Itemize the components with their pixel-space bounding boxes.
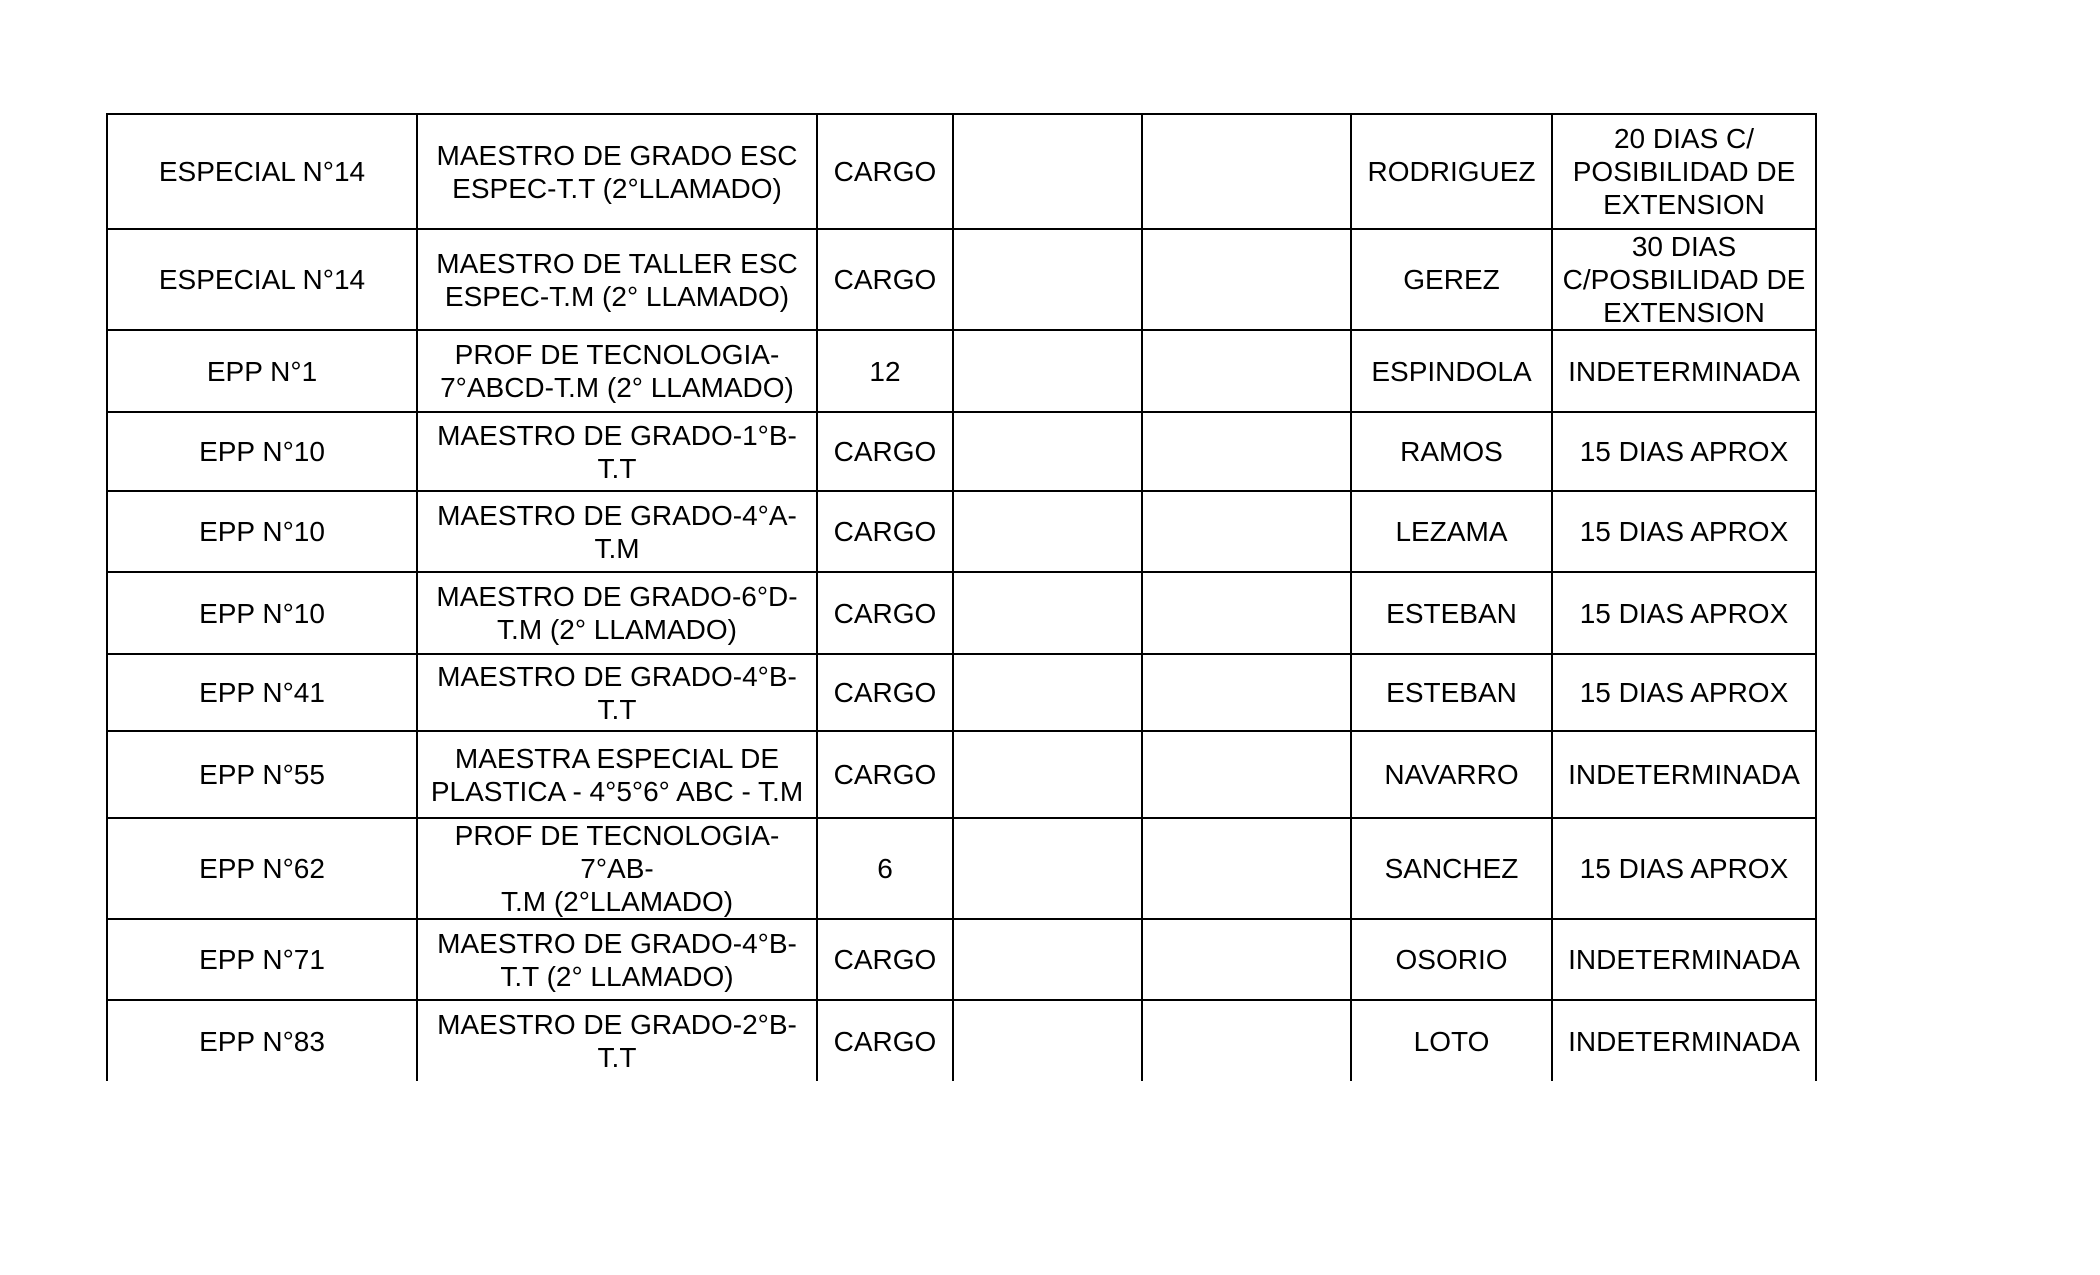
holder-text: OSORIO — [1395, 944, 1508, 975]
table-row — [107, 572, 1816, 654]
vacancies-table-body — [107, 114, 1816, 1081]
hours-cell — [817, 330, 953, 412]
school-text: EPP N°55 — [199, 759, 325, 790]
duration-line: C/POSBILIDAD DE — [1562, 264, 1806, 295]
hours-text: CARGO — [833, 597, 937, 629]
position-cell — [417, 818, 817, 919]
table-row — [107, 1000, 1816, 1081]
holder-text: LOTO — [1413, 1025, 1490, 1057]
holder-cell — [1351, 818, 1552, 919]
table-row — [107, 229, 1816, 330]
empty-cell — [1142, 731, 1351, 818]
table-row — [107, 491, 1816, 572]
position-line: MAESTRO DE GRADO-2°B- — [437, 1009, 797, 1040]
school-cell — [107, 491, 417, 572]
school-cell — [107, 818, 417, 919]
duration-cell — [1552, 818, 1816, 919]
position-line: PLASTICA - 4°5°6° ABC - T.M — [430, 775, 804, 807]
duration-cell — [1552, 229, 1816, 330]
empty-cell — [1142, 491, 1351, 572]
empty-cell — [953, 412, 1142, 491]
holder-text: LEZAMA — [1395, 516, 1508, 547]
school-text: EPP N°1 — [206, 355, 318, 387]
holder-cell — [1351, 114, 1552, 229]
duration-cell — [1552, 572, 1816, 654]
duration-cell — [1552, 1000, 1816, 1081]
empty-cell — [953, 229, 1142, 330]
holder-text: ESTEBAN — [1386, 597, 1517, 629]
empty-cell — [1142, 229, 1351, 330]
school-cell — [107, 1000, 417, 1081]
hours-cell — [817, 654, 953, 731]
empty-cell — [953, 114, 1142, 229]
hours-text: CARGO — [833, 677, 937, 708]
position-line: ESPEC-T.M (2° LLAMADO) — [444, 280, 790, 312]
hours-cell — [817, 731, 953, 818]
position-line: T.T — [597, 1042, 637, 1073]
table-row — [107, 919, 1816, 1000]
duration-cell — [1552, 330, 1816, 412]
position-cell — [417, 1000, 817, 1081]
duration-line: INDETERMINADA — [1568, 759, 1800, 790]
holder-text: RAMOS — [1400, 436, 1503, 467]
school-text: EPP N°71 — [199, 944, 325, 975]
duration-line: 15 DIAS APROX — [1579, 597, 1789, 629]
school-cell — [107, 919, 417, 1000]
position-line: T.M (2°LLAMADO) — [500, 886, 734, 917]
empty-cell — [1142, 114, 1351, 229]
empty-cell — [953, 491, 1142, 572]
position-line: T.T — [597, 693, 637, 725]
holder-cell — [1351, 412, 1552, 491]
school-text: ESPECIAL N°14 — [158, 264, 366, 295]
empty-cell — [953, 330, 1142, 412]
duration-line: 20 DIAS C/ — [1613, 123, 1755, 154]
empty-cell — [1142, 1000, 1351, 1081]
empty-cell — [1142, 818, 1351, 919]
position-line: ESPEC-T.T (2°LLAMADO) — [452, 172, 782, 204]
school-text: EPP N°62 — [199, 853, 325, 884]
vacancies-table — [106, 113, 1817, 1081]
holder-text: ESTEBAN — [1386, 677, 1517, 708]
duration-line: 15 DIAS APROX — [1579, 516, 1789, 547]
empty-cell — [953, 572, 1142, 654]
position-line: MAESTRO DE GRADO-1°B- — [437, 419, 797, 451]
hours-text: CARGO — [833, 516, 937, 547]
hours-text: CARGO — [833, 759, 937, 790]
holder-cell — [1351, 919, 1552, 1000]
duration-cell — [1552, 919, 1816, 1000]
position-cell — [417, 114, 817, 229]
position-cell — [417, 731, 817, 818]
duration-line: INDETERMINADA — [1568, 1025, 1800, 1057]
school-cell — [107, 114, 417, 229]
empty-cell — [953, 818, 1142, 919]
duration-line: INDETERMINADA — [1568, 355, 1800, 387]
duration-line: EXTENSION — [1603, 189, 1765, 220]
school-cell — [107, 229, 417, 330]
school-cell — [107, 330, 417, 412]
position-cell — [417, 229, 817, 330]
hours-text: CARGO — [833, 436, 937, 467]
hours-text: 6 — [877, 853, 893, 884]
position-cell — [417, 572, 817, 654]
hours-text: CARGO — [833, 264, 937, 295]
empty-cell — [1142, 572, 1351, 654]
empty-cell — [953, 654, 1142, 731]
hours-cell — [817, 572, 953, 654]
position-cell — [417, 491, 817, 572]
holder-text: SANCHEZ — [1384, 853, 1519, 884]
school-text: EPP N°10 — [199, 597, 325, 629]
table-row — [107, 818, 1816, 919]
empty-cell — [1142, 919, 1351, 1000]
school-text: EPP N°83 — [199, 1025, 325, 1057]
holder-cell — [1351, 330, 1552, 412]
hours-cell — [817, 114, 953, 229]
holder-text: RODRIGUEZ — [1367, 156, 1536, 187]
school-text: EPP N°10 — [199, 516, 325, 547]
position-line: MAESTRO DE GRADO-4°B- — [437, 927, 797, 959]
position-line: PROF DE TECNOLOGIA- — [454, 339, 780, 370]
position-line: 7°ABCD-T.M (2° LLAMADO) — [440, 372, 794, 403]
position-line: T.T — [597, 452, 637, 484]
duration-line: POSIBILIDAD DE — [1572, 156, 1796, 187]
hours-text: CARGO — [833, 156, 937, 187]
duration-cell — [1552, 412, 1816, 491]
position-line: T.M — [594, 532, 640, 564]
position-line: PROF DE TECNOLOGIA-7°AB- — [454, 820, 780, 884]
table-row — [107, 330, 1816, 412]
holder-text: ESPINDOLA — [1371, 355, 1532, 387]
empty-cell — [953, 1000, 1142, 1081]
duration-line: INDETERMINADA — [1568, 944, 1800, 975]
holder-cell — [1351, 572, 1552, 654]
hours-cell — [817, 1000, 953, 1081]
table-row — [107, 654, 1816, 731]
position-line: T.M (2° LLAMADO) — [497, 614, 737, 645]
position-cell — [417, 654, 817, 731]
hours-cell — [817, 818, 953, 919]
holder-cell — [1351, 491, 1552, 572]
holder-cell — [1351, 1000, 1552, 1081]
duration-line: 15 DIAS APROX — [1579, 677, 1789, 708]
holder-cell — [1351, 731, 1552, 818]
position-cell — [417, 412, 817, 491]
duration-line: 15 DIAS APROX — [1579, 436, 1789, 467]
hours-cell — [817, 412, 953, 491]
empty-cell — [1142, 654, 1351, 731]
position-line: MAESTRA ESPECIAL DE — [454, 742, 780, 774]
school-cell — [107, 572, 417, 654]
hours-cell — [817, 229, 953, 330]
position-line: MAESTRO DE GRADO-6°D- — [436, 581, 798, 612]
school-cell — [107, 412, 417, 491]
empty-cell — [1142, 412, 1351, 491]
school-cell — [107, 654, 417, 731]
hours-cell — [817, 491, 953, 572]
table-row — [107, 114, 1816, 229]
hours-cell — [817, 919, 953, 1000]
position-line: MAESTRO DE GRADO-4°A- — [437, 499, 797, 531]
hours-text: CARGO — [833, 1025, 937, 1057]
duration-cell — [1552, 491, 1816, 572]
school-cell — [107, 731, 417, 818]
empty-cell — [953, 731, 1142, 818]
holder-text: GEREZ — [1403, 264, 1500, 295]
empty-cell — [953, 919, 1142, 1000]
table-row — [107, 412, 1816, 491]
duration-cell — [1552, 114, 1816, 229]
position-line: MAESTRO DE GRADO-4°B- — [437, 660, 797, 692]
duration-line: 15 DIAS APROX — [1579, 853, 1789, 884]
position-line: T.T (2° LLAMADO) — [500, 960, 734, 992]
hours-text: CARGO — [833, 944, 937, 975]
holder-cell — [1351, 654, 1552, 731]
position-cell — [417, 919, 817, 1000]
duration-line: 30 DIAS — [1631, 231, 1737, 262]
position-line: MAESTRO DE TALLER ESC — [436, 247, 798, 279]
school-text: ESPECIAL N°14 — [158, 156, 366, 187]
table-row — [107, 731, 1816, 818]
school-text: EPP N°41 — [199, 677, 325, 708]
duration-line: EXTENSION — [1603, 297, 1765, 328]
holder-text: NAVARRO — [1384, 759, 1519, 790]
position-line: MAESTRO DE GRADO ESC — [436, 139, 798, 171]
position-cell — [417, 330, 817, 412]
duration-cell — [1552, 654, 1816, 731]
school-text: EPP N°10 — [199, 436, 325, 467]
duration-cell — [1552, 731, 1816, 818]
holder-cell — [1351, 229, 1552, 330]
hours-text: 12 — [869, 355, 901, 387]
empty-cell — [1142, 330, 1351, 412]
